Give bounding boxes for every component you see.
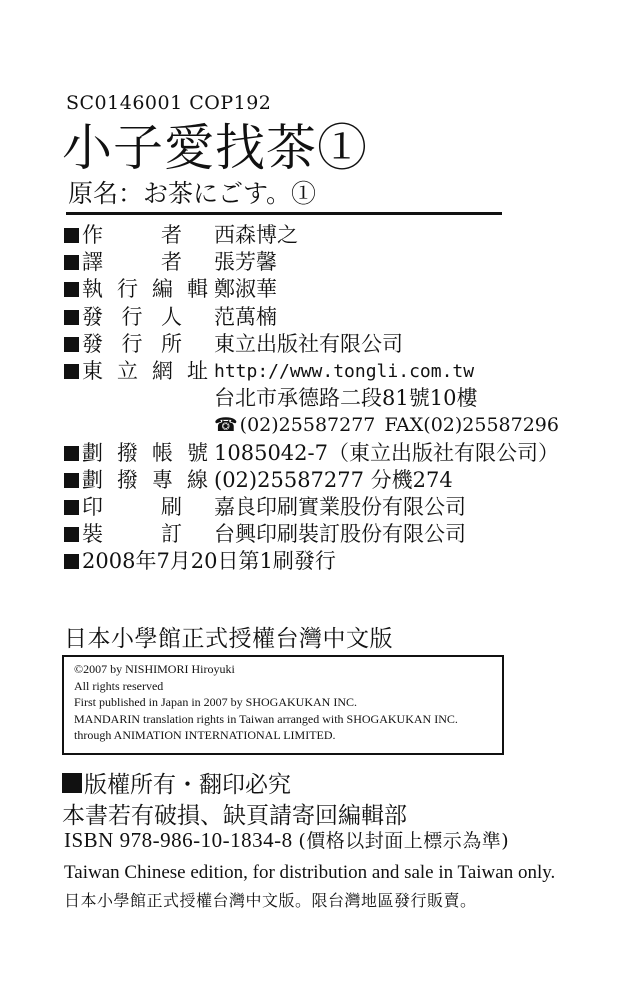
telephone-icon: ☎ (214, 414, 238, 437)
credit-label: 發 行 人 (82, 304, 182, 329)
credit-value: 嘉良印刷實業股份有限公司 (214, 494, 466, 519)
damaged-notice: 本書若有破損、缺頁請寄回編輯部 (62, 803, 407, 829)
copyright-line: ©2007 by NISHIMORI Hiroyuki (74, 662, 235, 676)
website-link[interactable]: http://www.tongli.com.tw (214, 360, 475, 382)
bullet-square (64, 554, 79, 569)
credits-block (64, 222, 584, 575)
credit-row-binding (64, 521, 584, 548)
bullet-square (64, 310, 79, 325)
credit-value: 范萬楠 (214, 304, 277, 329)
credit-row-author (64, 222, 584, 249)
copyright-box (62, 655, 504, 755)
credit-value: 台興印刷裝訂股份有限公司 (214, 522, 466, 547)
credit-label: 裝 訂 (82, 522, 182, 547)
credit-value: 東立出版社有限公司 (214, 331, 403, 356)
credit-row-publisher (64, 331, 584, 358)
credit-label: 譯 者 (82, 250, 182, 275)
credit-value: (02)25587277 分機274 (214, 467, 453, 492)
bullet-square (64, 527, 79, 542)
credit-row-publisher-person (64, 304, 584, 331)
price-note: (價格以封面上標示為準) (298, 830, 510, 852)
bullet-square (64, 228, 79, 243)
copyright-line: First published in Japan in 2007 by SHOGAKUKAN INC. (74, 695, 357, 709)
credit-value: 鄭淑華 (214, 277, 277, 302)
original-title: 原名：お茶にごす。① (68, 179, 317, 208)
credit-label: 發 行 所 (82, 331, 182, 356)
rights-text: 版權所有・翻印必究 (84, 772, 291, 798)
credit-value: 張芳馨 (214, 250, 277, 275)
taiwan-notice-en: Taiwan Chinese edition, for distribution and sale in Taiwan only. (64, 862, 556, 883)
credit-label: 東 立 網 址 (82, 358, 208, 383)
credit-label: 印 刷 (82, 494, 182, 519)
copyright-line: through ANIMATION INTERNATIONAL LIMITED. (74, 728, 336, 742)
isbn-line (64, 826, 509, 853)
phone-row (64, 412, 584, 439)
credit-row-editor (64, 276, 584, 303)
phone-number: (02)25587277 (239, 414, 376, 437)
address: 台北市承德路二段81號10樓 (214, 386, 478, 411)
address-row (64, 385, 584, 412)
bullet-square (64, 473, 79, 488)
bullet-square (64, 337, 79, 352)
authorization-heading: 日本小學館正式授權台灣中文版 (64, 626, 393, 652)
bullet-square (64, 446, 79, 461)
credit-value: 1085042-7（東立出版社有限公司） (214, 440, 559, 465)
fax-number: FAX(02)25587296 (384, 414, 559, 437)
bullet-square (64, 364, 79, 379)
bullet-square (64, 500, 79, 515)
series-code: SC0146001 COP192 (66, 92, 272, 114)
title-divider (66, 212, 502, 215)
bullet-square (62, 773, 82, 793)
credit-row-hotline (64, 467, 584, 494)
credit-label: 劃 撥 帳 號 (82, 440, 208, 465)
credit-row-translator (64, 249, 584, 276)
copyright-line: All rights reserved (74, 678, 164, 693)
credit-row-website (64, 358, 584, 385)
edition-row (64, 548, 584, 575)
bullet-square (64, 255, 79, 270)
copyright-line: MANDARIN translation rights in Taiwan arranged with SHOGAKUKAN INC. (74, 711, 458, 726)
credit-row-account (64, 440, 584, 467)
isbn-number: ISBN 978-986-10-1834-8 (64, 828, 293, 852)
credit-label: 作 者 (82, 223, 182, 247)
credit-label: 劃 撥 專 線 (82, 467, 208, 492)
credit-value: 西森博之 (214, 223, 298, 247)
book-title: 小子愛找茶① (62, 119, 368, 177)
credit-label: 執 行 編 輯 (82, 277, 208, 302)
credit-row-printing (64, 494, 584, 521)
rights-reserved (62, 766, 291, 799)
edition-date: 2008年7月20日第1刷發行 (82, 549, 336, 574)
taiwan-notice-zh: 日本小學館正式授權台灣中文版。限台灣地區發行販賣。 (64, 891, 477, 910)
bullet-square (64, 282, 79, 297)
